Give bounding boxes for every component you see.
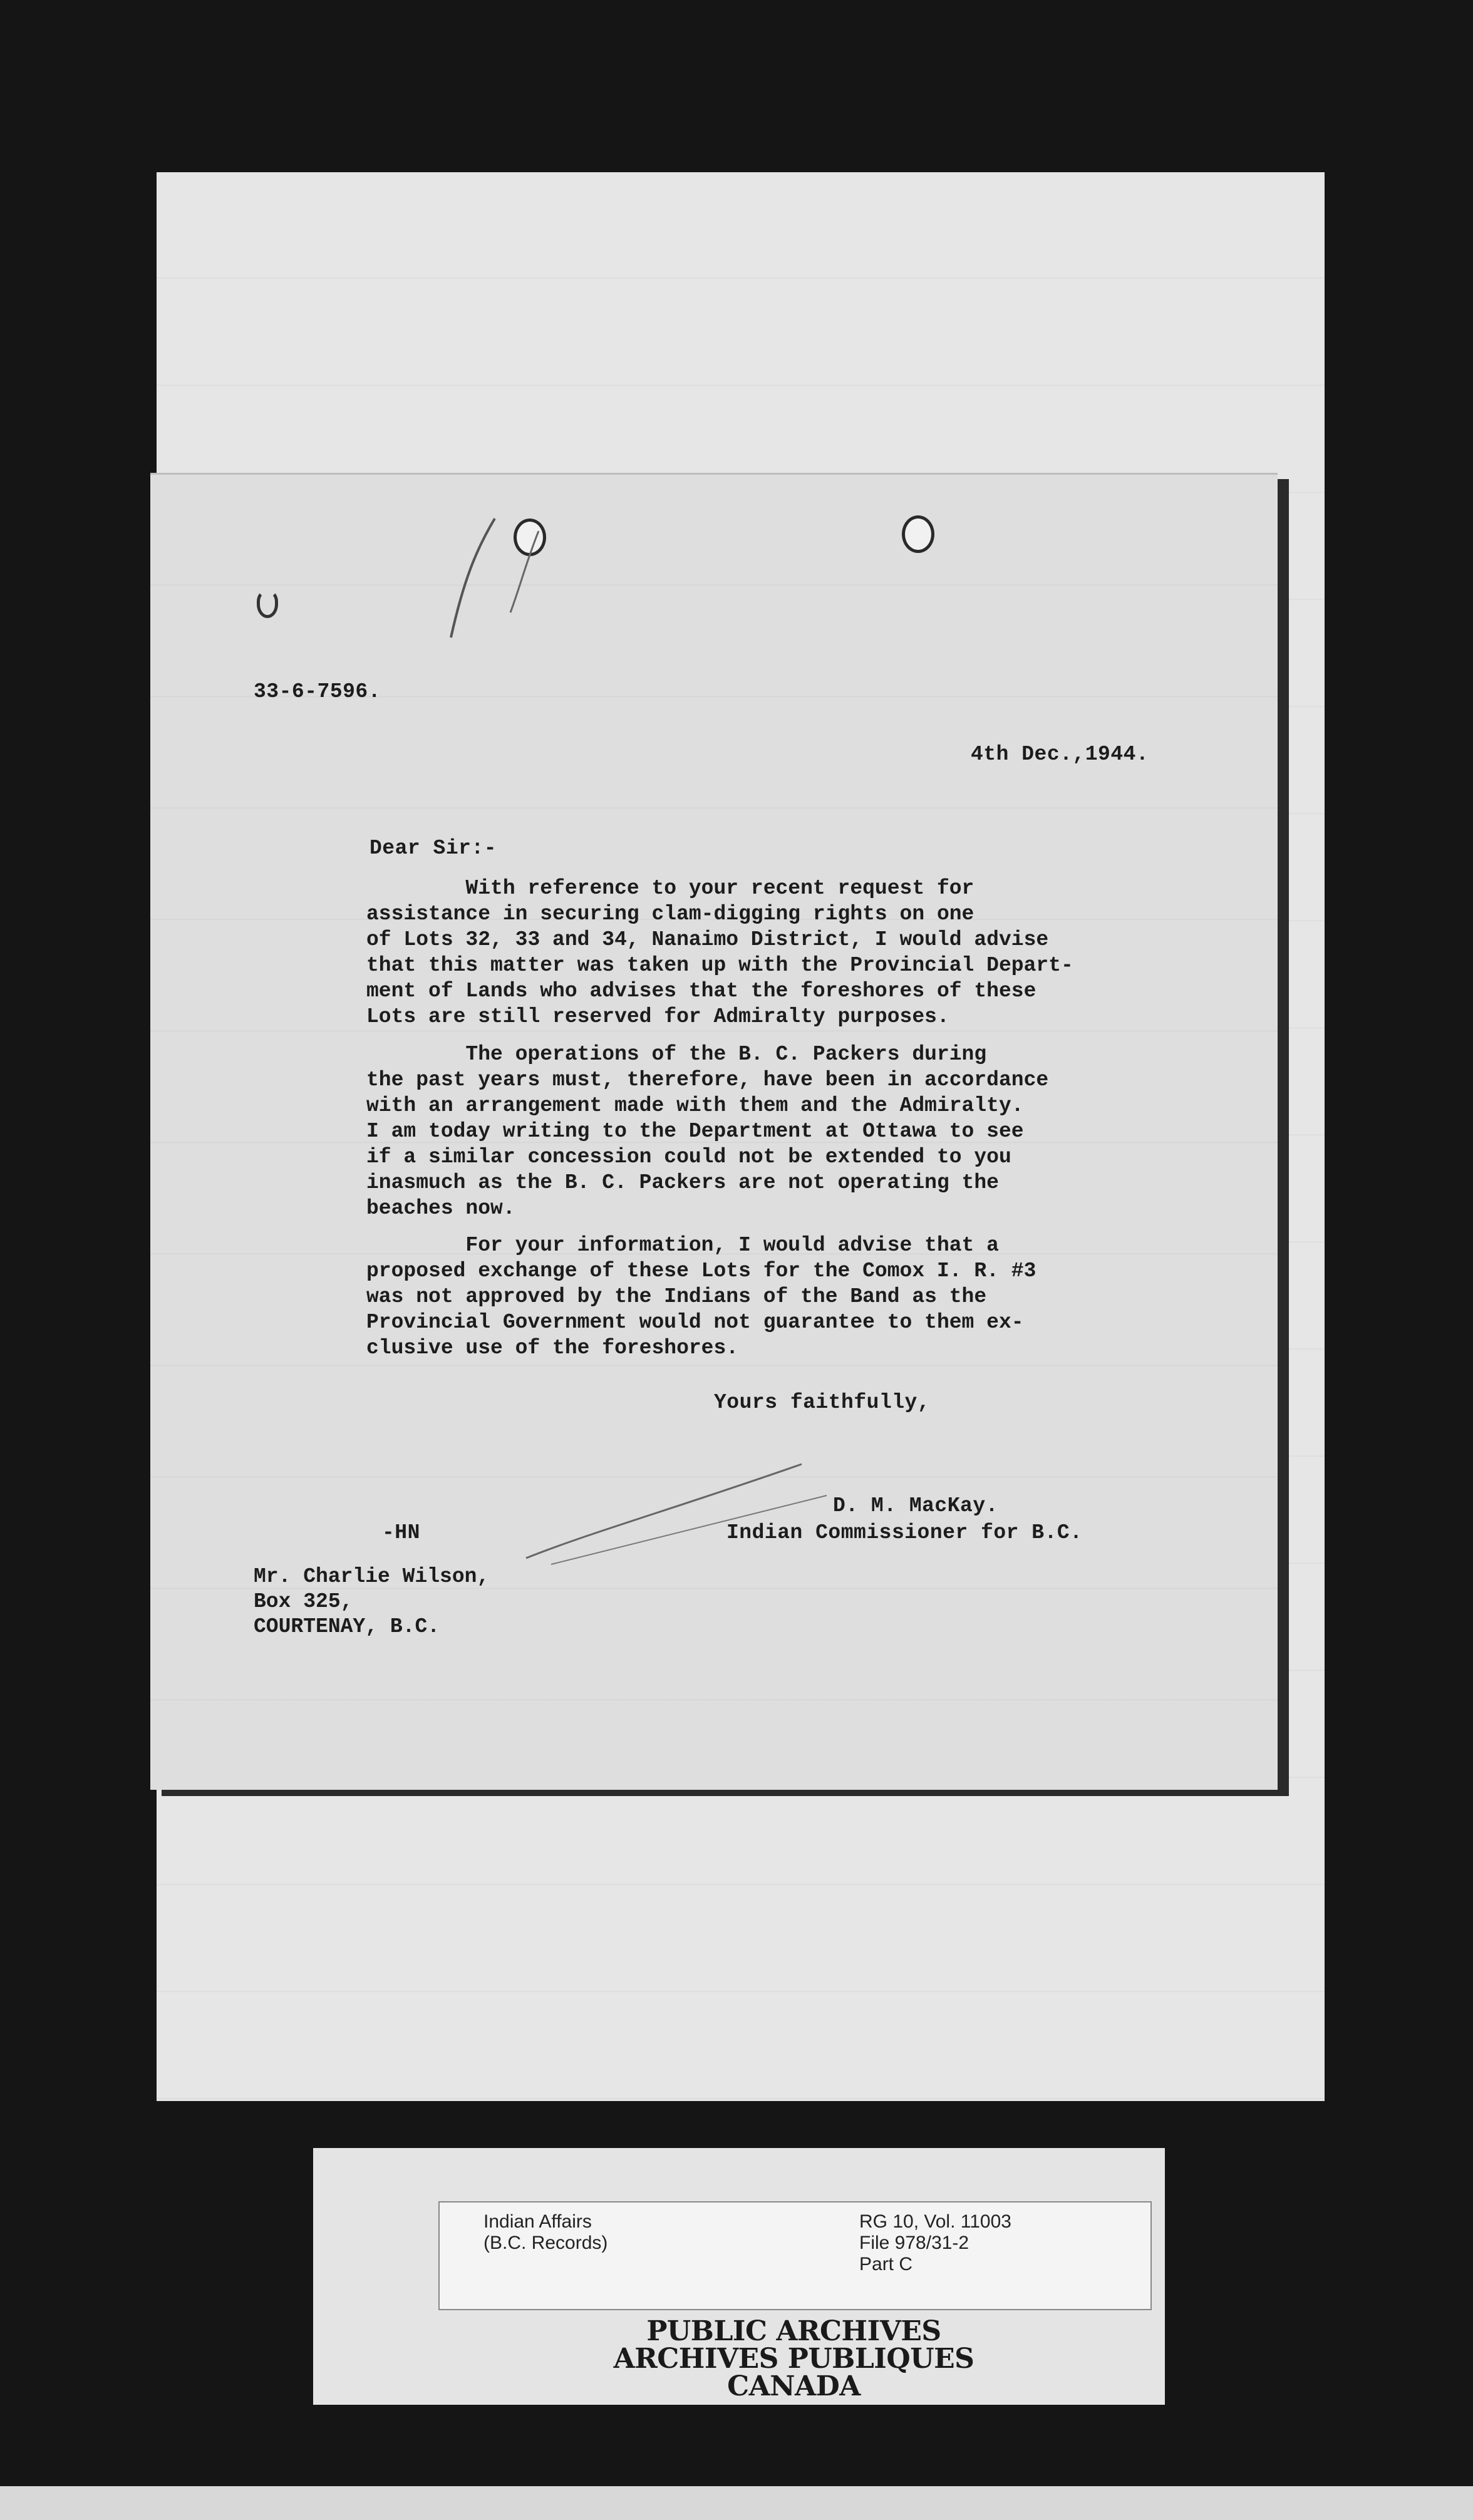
archive-reference-line: RG 10, Vol. 11003: [859, 2211, 1011, 2232]
film-edge-strip: [0, 2486, 1473, 2520]
stamp-line: ARCHIVES PUBLIQUES: [613, 2343, 974, 2375]
archive-series-line: (B.C. Records): [483, 2233, 608, 2253]
closing: Yours faithfully,: [714, 1391, 931, 1414]
letter-sheet: [150, 473, 1278, 1790]
paragraph-line: The operations of the B. C. Packers during: [366, 1043, 987, 1066]
paragraph-1: [366, 875, 1274, 1030]
recipient-line: COURTENAY, B.C.: [254, 1615, 440, 1638]
archive-reference-line: Part C: [859, 2254, 913, 2275]
archive-series-line: Indian Affairs: [483, 2211, 592, 2232]
paragraph-line: that this matter was taken up with the Provincial Depart-: [366, 954, 1073, 977]
signatory-title: Indian Commissioner for B.C.: [726, 1521, 1083, 1544]
salutation: Dear Sir:-: [370, 837, 497, 860]
archive-reference-box: [438, 2201, 1152, 2310]
recipient-line: Box 325,: [254, 1590, 353, 1613]
paragraph-line: the past years must, therefore, have been in accordance: [366, 1068, 1049, 1092]
paragraph-line: With reference to your recent request for: [366, 877, 974, 900]
archive-series: [483, 2211, 607, 2254]
paragraph-line: was not approved by the Indians of the Band as the: [366, 1285, 987, 1308]
paragraph-line: with an arrangement made with them and the Admiralty.: [366, 1094, 1024, 1117]
paragraph-line: clusive use of the foreshores.: [366, 1336, 739, 1360]
punch-hole: [902, 515, 934, 553]
paragraph-line: proposed exchange of these Lots for the Comox I. R. #3: [366, 1259, 1036, 1283]
recipient-line: Mr. Charlie Wilson,: [254, 1565, 490, 1588]
paragraph-line: ment of Lands who advises that the foreshores of these: [366, 979, 1036, 1003]
stamp-line: PUBLIC ARCHIVES: [646, 2315, 941, 2347]
pencil-stroke: [401, 512, 564, 675]
archive-reference: [859, 2211, 1011, 2275]
file-reference: 33-6-7596.: [254, 680, 381, 703]
letter-date: 4th Dec.,1944.: [971, 743, 1149, 766]
paragraph-line: of Lots 32, 33 and 34, Nanaimo District, I would advise: [366, 928, 1049, 951]
paragraph-line: Provincial Government would not guarantee to them ex-: [366, 1311, 1024, 1334]
paragraph-line: I am today writing to the Department at Ottawa to see: [366, 1120, 1024, 1143]
pencil-mark: [257, 591, 278, 618]
signature-scribble: [514, 1458, 839, 1571]
paragraph-line: assistance in securing clam-digging rights on one: [366, 902, 974, 926]
paragraph-2: [366, 1041, 1274, 1221]
stamp-line: CANADA: [727, 2370, 861, 2402]
archives-stamp: [438, 2317, 1149, 2405]
paragraph-line: beaches now.: [366, 1197, 515, 1220]
typist-initials: -HN: [382, 1521, 420, 1544]
paragraph-line: Lots are still reserved for Admiralty purposes.: [366, 1005, 949, 1028]
signatory-name: D. M. MacKay.: [833, 1494, 998, 1517]
archive-reference-line: File 978/31-2: [859, 2233, 969, 2253]
paragraph-line: inasmuch as the B. C. Packers are not operating the: [366, 1171, 999, 1194]
paragraph-line: For your information, I would advise that a: [366, 1234, 999, 1257]
paragraph-3: [366, 1232, 1274, 1361]
paragraph-line: if a similar concession could not be extended to you: [366, 1145, 1011, 1169]
recipient-address: [254, 1564, 489, 1640]
